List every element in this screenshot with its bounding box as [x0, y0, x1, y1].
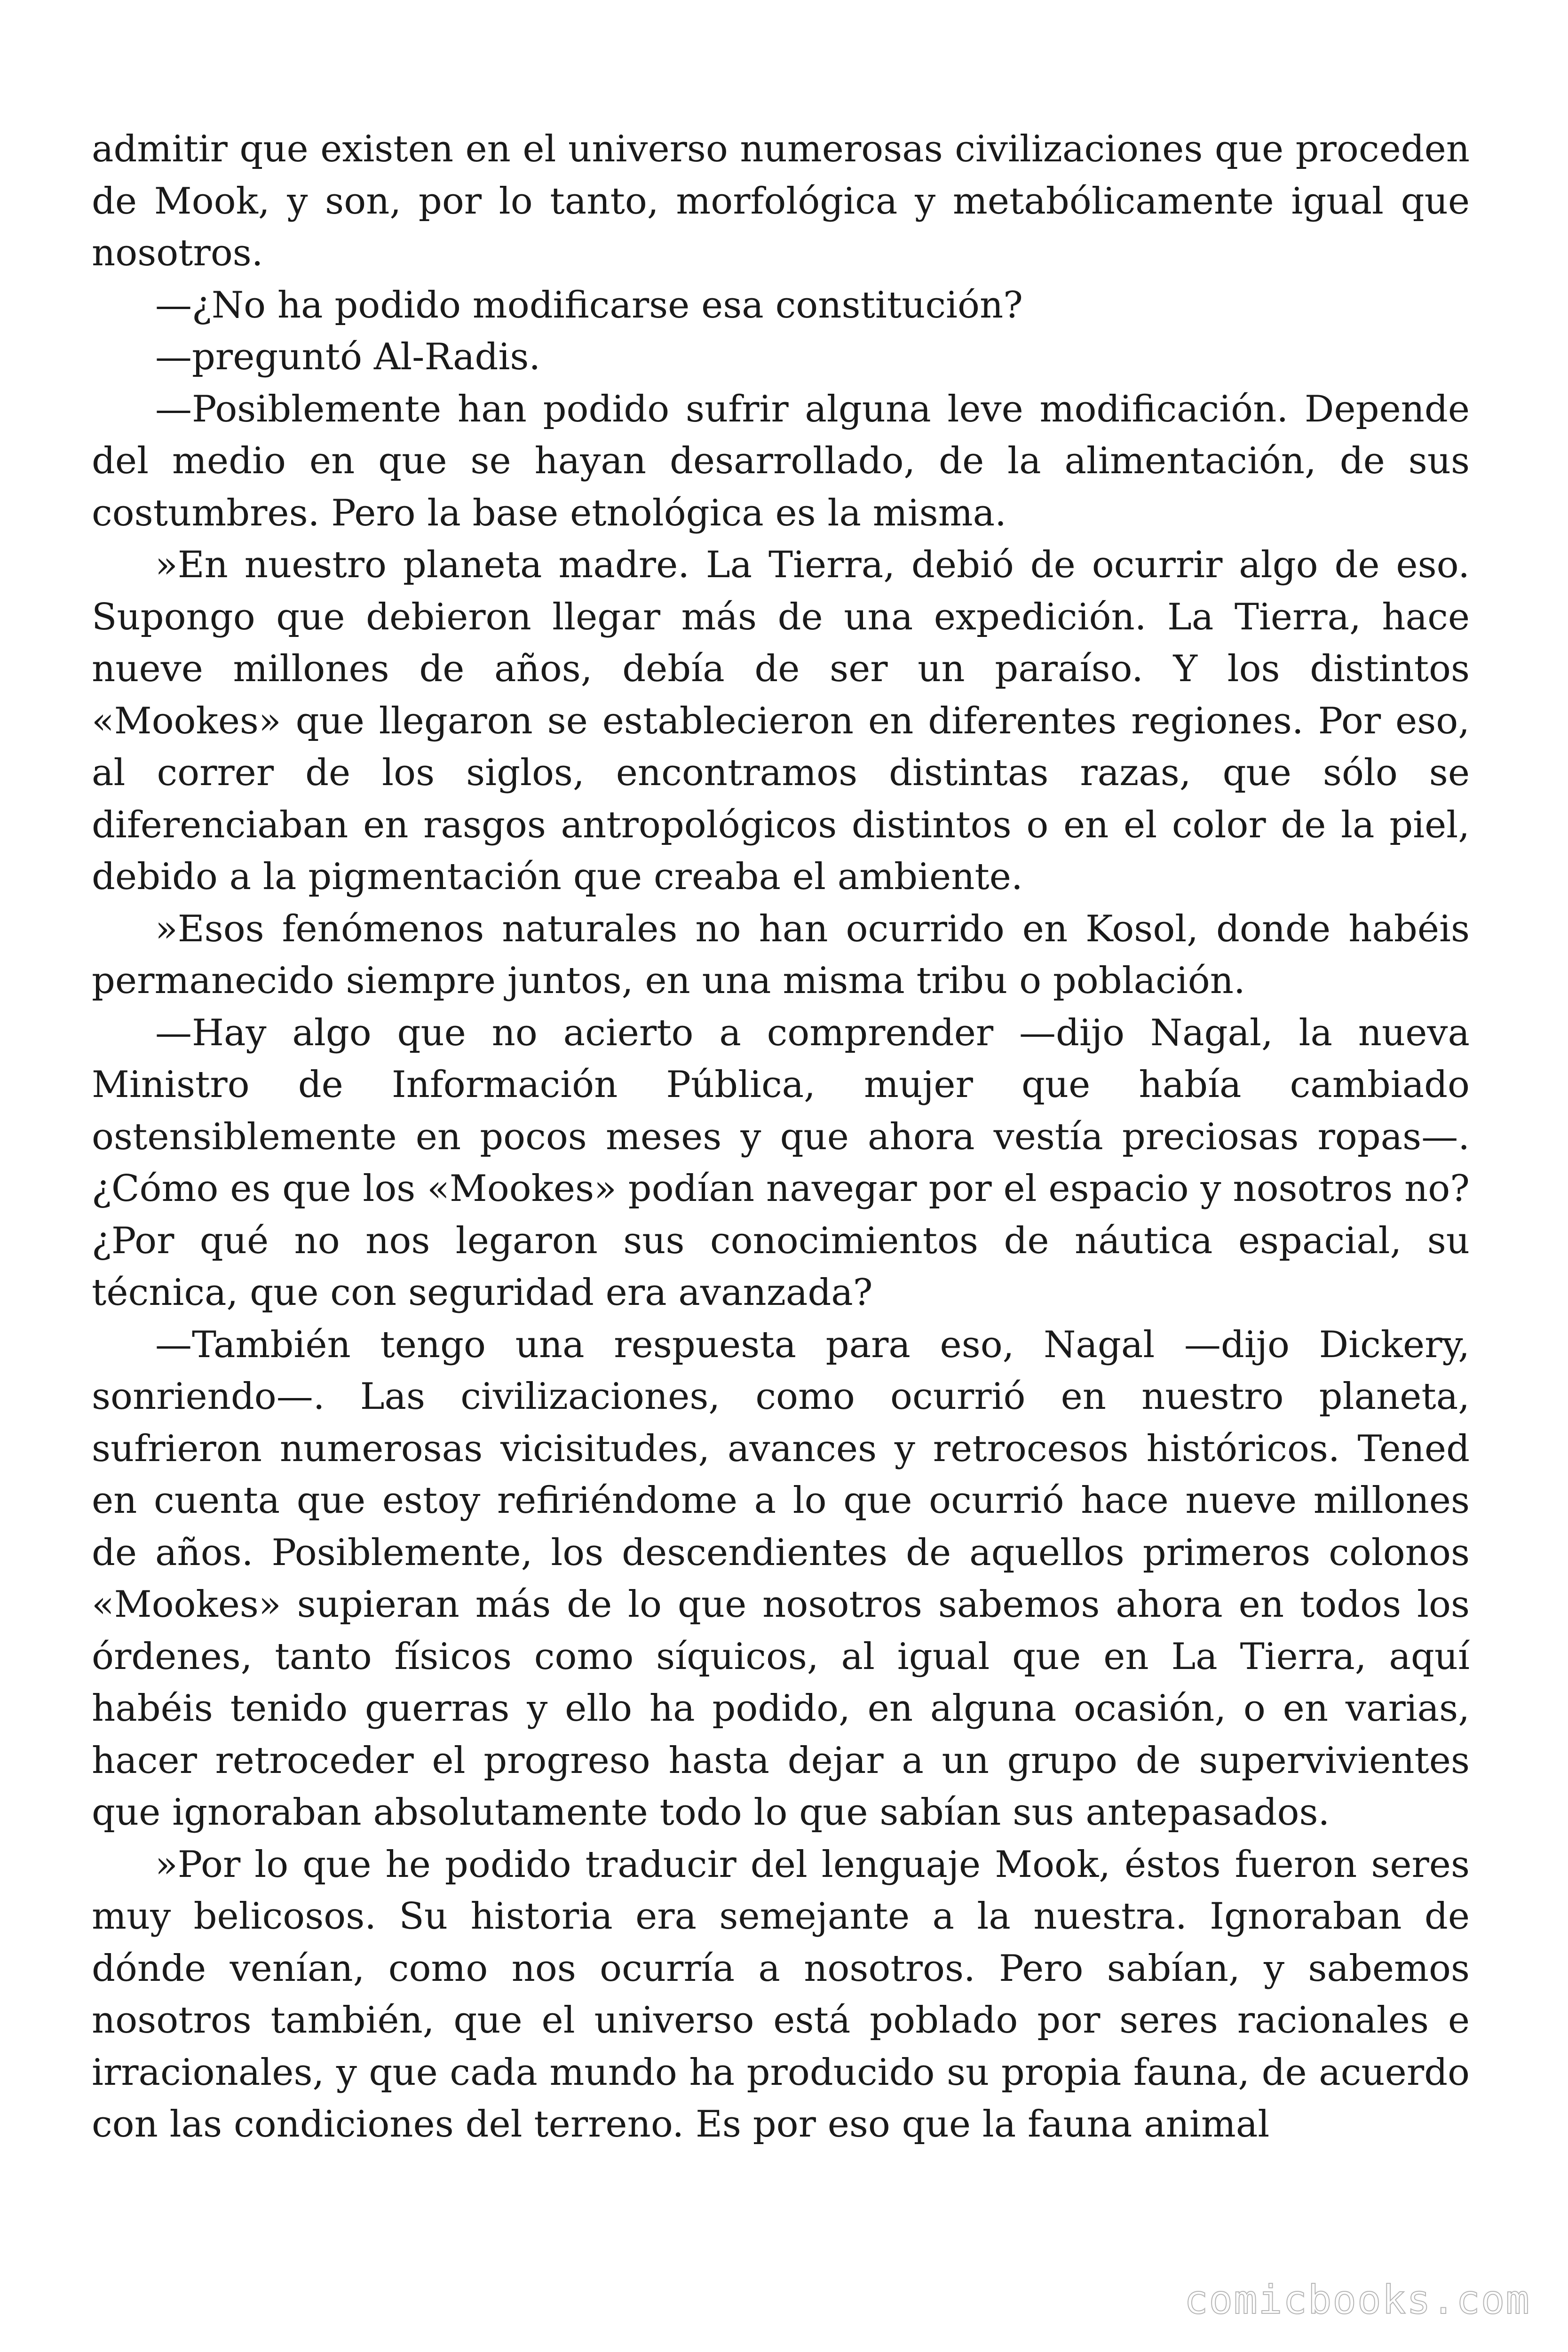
paragraph: —preguntó Al-Radis. [155, 336, 541, 378]
paragraph: —¿No ha podido modificarse esa constitución? [155, 284, 1023, 326]
watermark: comicbooks.com [1184, 2277, 1530, 2323]
paragraph: admitir que existen en el universo numerosas civilizaciones que proceden de Mook, y son, por lo tanto, morfológica y metabólicamente igual que nosotros. [92, 128, 1470, 274]
paragraph: »Por lo que he podido traducir del lenguaje Mook, éstos fueron seres muy belicosos. Su historia era semejante a la nuestra. Ignoraban de dónde venían, como nos ocurría a nosotros. Pero sabían, y sabemos nosotros también, que el universo está poblado por seres racionales e irracionales, y que cada mundo ha producido su propia fauna, de acuerdo con las condiciones del terreno. Es por eso que la fauna animal [92, 1843, 1470, 2145]
paragraph: »En nuestro planeta madre. La Tierra, debió de ocurrir algo de eso. Supongo que debieron llegar más de una expedición. La Tierra, hace nueve millones de años, debía de ser un paraíso. Y los distintos «Mookes» que llegaron se establecieron en diferentes regiones. Por eso, al correr de los siglos, encontramos distintas razas, que sólo se diferenciaban en rasgos antropológicos distintos o en el color de la piel, debido a la pigmentación que creaba el ambiente. [92, 544, 1470, 898]
paragraph: »Esos fenómenos naturales no han ocurrido en Kosol, donde habéis permanecido siempre juntos, en una misma tribu o población. [92, 907, 1470, 1002]
paragraph: —Posiblemente han podido sufrir alguna leve modificación. Depende del medio en que se hayan desarrollado, de la alimentación, de sus costumbres. Pero la base etnológica es la misma. [92, 388, 1470, 534]
paragraph: —También tengo una respuesta para eso, Nagal —dijo Dickery, sonriendo—. Las civilizaciones, como ocurrió en nuestro planeta, sufrieron numerosas vicisitudes, avances y retrocesos históricos. Tened en cuenta que estoy refiriéndome a lo que ocurrió hace nueve millones de años. Posiblemente, los descendientes de aquellos primeros colonos «Mookes» supieran más de lo que nosotros sabemos ahora en todos los órdenes, tanto físicos como síquicos, al igual que en La Tierra, aquí habéis tenido guerras y ello ha podido, en alguna ocasión, o en varias, hacer retroceder el progreso hasta dejar a un grupo de supervivientes que ignoraban absolutamente todo lo que sabían sus antepasados. [92, 1323, 1470, 1834]
body-text [92, 123, 1470, 2151]
paragraph: —Hay algo que no acierto a comprender —dijo Nagal, la nueva Ministro de Información Pública, mujer que había cambiado ostensiblemente en pocos meses y que ahora vestía preciosas ropas—. ¿Cómo es que los «Mookes» podían navegar por el espacio y nosotros no? ¿Por qué no nos legaron sus conocimientos de náutica espacial, su técnica, que con seguridad era avanzada? [92, 1011, 1470, 1314]
